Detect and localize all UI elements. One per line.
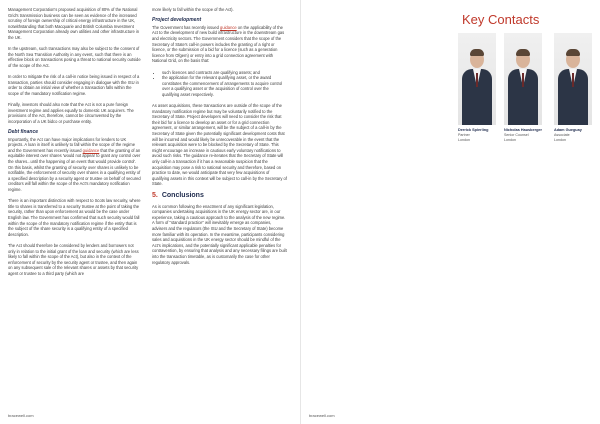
contact-photo xyxy=(458,33,496,125)
contact-name: Nicholas Hausberger xyxy=(504,128,542,132)
contact-role: Partner xyxy=(458,133,470,137)
contact-card xyxy=(504,33,542,142)
paragraph: In order to mitigate the risk of a call-in notice being issued in respect of a transaction, parties should consider engaging in dialogue with the ISU in order to obtain an initial view of whether a transaction falls within the scope of the mandatory notification regime. xyxy=(8,74,140,96)
contact-photo xyxy=(504,33,542,125)
guidance-link[interactable]: guidance xyxy=(82,147,100,153)
contact-name: Derrick Spierling xyxy=(458,128,489,132)
text-span: The Government has recently issued xyxy=(152,24,221,30)
paragraph: The Act should therefore be considered by lenders and borrowers not only in relation to the initial grant of the loan and security (which are less likely to fall within the scope of the Act), but also in the context of the enforcement of security by the security agent or trustee, and then again on any subsequent sale of the relevant shares or assets by that security agent or trustee to a third party (which are xyxy=(8,242,139,276)
paragraph: more likely to fall within the scope of the Act). xyxy=(152,7,234,12)
bullet-list xyxy=(152,70,287,98)
debt-finance-paragraph xyxy=(8,137,142,193)
contact-location: London xyxy=(458,138,470,142)
list-item: • the application for the relevant qualifying asset, or the award constitutes the commencement of arrangements to acquire control over a qualifying asset or the acquisition of control over the qualifying asset respectively. xyxy=(162,75,287,97)
contact-location: London xyxy=(554,138,566,142)
text-span: that the granting of an equitable interest over shares 'would not appear to grant any control over the shares...until the happening of an event that would provide control'. On this basis, whilst the granting of security over shares is unlikely to be notifiable, the enforcement of security over shares in a qualifying entity of a specified description by a security agent or trustee on behalf of secured creditors will fall within the scope of the Act's mandatory notification regime. xyxy=(8,147,141,192)
paragraph: Finally, investors should also note that the Act is not a pure foreign investment regime and applies equally to domestic UK acquirers. The provisions of the Act, therefore, cannot be circumvented by the incorporation of a UK bidco or purchase entity. xyxy=(8,102,134,124)
footer-url[interactable]: bracewell.com xyxy=(8,413,34,418)
project-development-paragraph xyxy=(152,25,287,64)
text-span: on the applicability of the Act to the development of new build infrastructure in the downstream gas and electricity sectors. The Government considers that the scope of the Secretary of State's call-in powers includes the granting of a right or licence, or the submission of a bid for a licence (such as a generation licence from Ofgem) or entry into a grid connection agreement with National Grid, on the basis that: xyxy=(152,24,285,64)
page-title: Key Contacts xyxy=(462,12,540,27)
footer-url[interactable]: bracewell.com xyxy=(309,413,335,418)
contact-name: Adam Gueguay xyxy=(554,128,582,132)
paragraph: In the upstream, such transactions may also be subject to the consent of the North Sea Transition Authority in any event, such that there is an effective block on transactions posing a threat to national security outside of the scope of the Act. xyxy=(8,46,141,68)
guidance-link[interactable]: guidance xyxy=(220,24,237,30)
paragraph: As asset acquisitions, these transactions are outside of the scope of the mandatory notification regime but may be voluntarily notified to the Secretary of State. Project developers will need to consider the risk that their bid for a licence to develop an asset or for a grid connection agreement, or similar arrangement, will be the subject of a call-in by the Secretary of State given the potentially significant development costs that will be incurred and would likely be unrecoverable in the event that the relevant acquisition were to be blocked by the Secretary of State. This might encourage an increase in cautious early voluntary notifications to avoid such risks. The guidance re-iterates that the Secretary of State will only call-in a transaction if it has a reasonable suspicion that the acquisition may pose a risk to national security and therefore, based on practice to date, we would anticipate that very few acquisitions of qualifying assets in this context will be subject to call-in by the Secretary of State. xyxy=(152,103,287,187)
section-heading-conclusions xyxy=(152,193,287,199)
contact-card xyxy=(554,33,592,142)
text-span: Importantly, the Act can have major implications for lenders to UK projects. A loan in itself is unlikely to fall within the scope of the regime and the Government has recently issued xyxy=(8,136,135,153)
paragraph: There is an important distinction with respect to Scots law security, where title to shares is transferred to a security trustee at the point of taking the security, rather than upon enforcement as would be the case under English law. The Government has confirmed that such security would fall within the scope of the mandatory notification regime if the entity that is the subject of the share security is a qualifying entity of a specified description. xyxy=(8,198,141,237)
paragraph: Management Corporation's proposed acquisition of 80% of the National Grid's transmission business can be seen as evidence of the increased scrutiny of foreign ownership of critical energy infrastructure in the UK, notwithstanding that both Macquarie and British Columbia Investment Management Corporation already own utilities and other infrastructure in the UK. xyxy=(8,7,140,40)
paragraph: As is common following the enactment of any significant legislation, companies undertaking acquisitions in the UK energy sector are, in our experience, taking a cautious approach to the analysis of the new regime. A form of "standard practice" will inevitably emerge as companies, advisers and the regulators (the ISU and the Secretary of State) become more familiar with its operation. In the meantime, participants considering sales and acquisitions in the UK energy sector should be mindful of the Act's implications, and the potentially significant applicable penalties for contravention, by ensuring that analysis and any necessary filings are built into the transaction timetable, as is customarily the case for other regulatory approvals. xyxy=(152,203,287,265)
subheading-project-development: Project development xyxy=(152,17,202,24)
right-page xyxy=(300,0,600,424)
contact-photo xyxy=(554,33,592,125)
list-item: • such licences and contracts are qualifying assets; and xyxy=(162,70,287,76)
left-column-2 xyxy=(152,7,287,271)
subheading-debt-finance: Debt finance xyxy=(8,129,39,136)
section-number: 5. xyxy=(152,192,158,199)
contact-location: London xyxy=(504,138,516,142)
contact-role: Associate xyxy=(554,133,570,137)
contact-role: Senior Counsel xyxy=(504,133,529,137)
section-title: Conclusions xyxy=(161,192,204,199)
left-column-1 xyxy=(8,7,142,282)
contact-card xyxy=(458,33,496,142)
